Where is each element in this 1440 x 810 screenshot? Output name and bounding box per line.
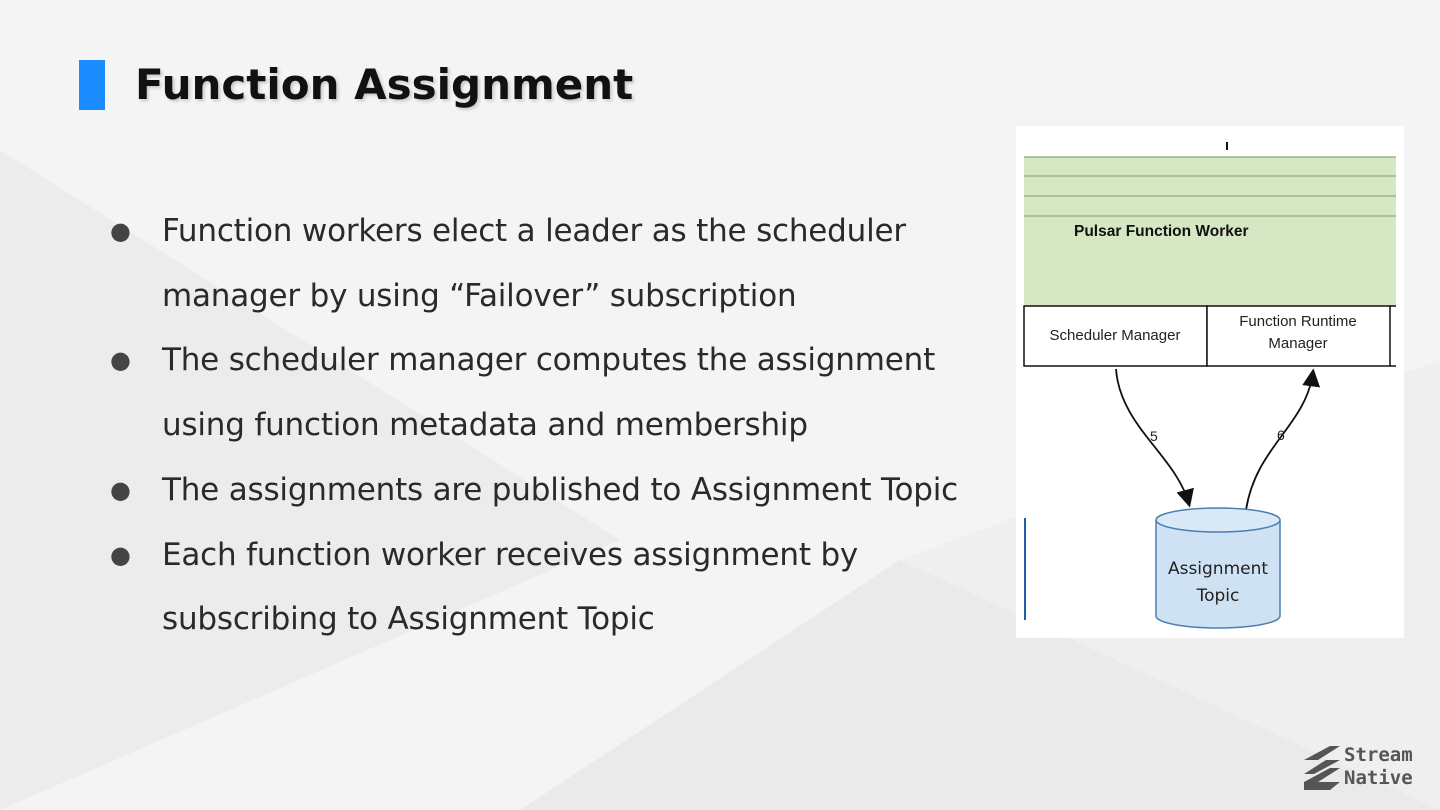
topic-cylinder-top: [1156, 508, 1280, 532]
logo-line-2: Native: [1344, 767, 1413, 789]
bullet-item: [105, 328, 1005, 457]
arrow-down-label: 5: [1150, 428, 1158, 444]
topic-label: Assignment: [1167, 559, 1269, 579]
slide-title: Function Assignment: [135, 60, 634, 109]
bullet-text: The assignments are published to Assignment Topic: [162, 471, 958, 508]
bullet-text: subscribing to Assignment Topic: [162, 601, 655, 638]
diagram-canvas: [1016, 126, 1404, 638]
scheduler-manager-label: Scheduler Manager: [1049, 327, 1181, 344]
title-accent-bar: [79, 60, 105, 110]
bullet-text: manager by using “Failover” subscription: [162, 277, 797, 314]
topic-label: Topic: [1196, 586, 1240, 606]
worker-label: Pulsar Function Worker: [1074, 223, 1249, 240]
bullet-list: [105, 199, 1005, 652]
bullet-text: Each function worker receives assignment by: [162, 536, 859, 573]
bullet-item: [105, 458, 1005, 523]
arrow-up-label: 6: [1277, 427, 1285, 443]
assignment-diagram: [1016, 126, 1404, 638]
bullet-dot-icon: ●: [110, 475, 131, 504]
bullet-dot-icon: ●: [110, 540, 131, 569]
bullet-text: using function metadata and membership: [162, 407, 808, 444]
streamnative-logo-text: [1344, 744, 1413, 790]
runtime-manager-label: Function Runtime: [1239, 313, 1357, 330]
bullet-item: [105, 523, 1005, 652]
bullet-dot-icon: ●: [110, 217, 131, 245]
bullet-text: The scheduler manager computes the assignment: [162, 342, 936, 379]
bullet-dot-icon: ●: [110, 346, 131, 375]
logo-line-1: Stream: [1344, 744, 1413, 766]
bullet-text: Function workers elect a leader as the scheduler: [162, 213, 906, 249]
bullet-item: [105, 199, 1005, 328]
runtime-manager-label: Manager: [1268, 335, 1328, 352]
